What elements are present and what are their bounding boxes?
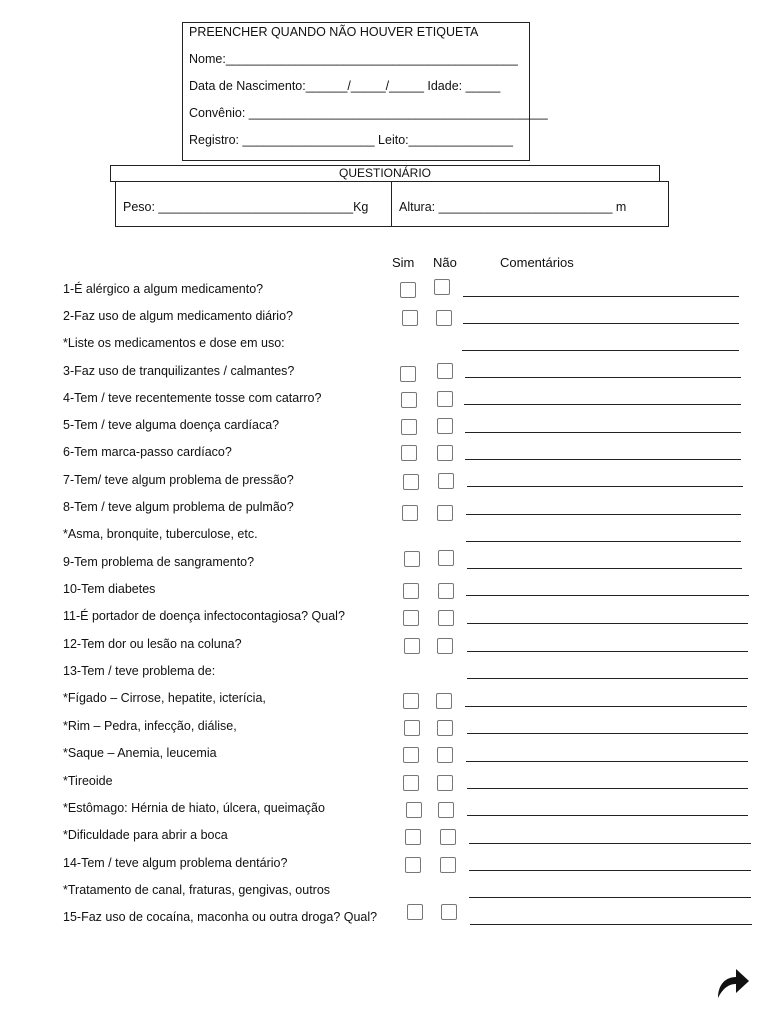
checkbox-sim[interactable] bbox=[403, 775, 419, 791]
checkbox-nao[interactable] bbox=[437, 720, 453, 736]
questionnaire-title: QUESTIONÁRIO bbox=[110, 165, 660, 182]
comment-line[interactable] bbox=[466, 761, 748, 762]
comment-line[interactable] bbox=[467, 788, 748, 789]
question-text: 6-Tem marca-passo cardíaco? bbox=[63, 445, 232, 459]
checkbox-sim[interactable] bbox=[402, 505, 418, 521]
question-text: 14-Tem / teve algum problema dentário? bbox=[63, 856, 288, 870]
comment-line[interactable] bbox=[467, 651, 748, 652]
column-header-nao: Não bbox=[433, 255, 457, 270]
checkbox-sim[interactable] bbox=[405, 857, 421, 873]
comment-line[interactable] bbox=[467, 678, 748, 679]
comment-line[interactable] bbox=[464, 404, 741, 405]
checkbox-nao[interactable] bbox=[437, 775, 453, 791]
checkbox-nao[interactable] bbox=[438, 473, 454, 489]
checkbox-sim[interactable] bbox=[400, 366, 416, 382]
checkbox-sim[interactable] bbox=[404, 720, 420, 736]
comment-line[interactable] bbox=[467, 623, 748, 624]
comment-line[interactable] bbox=[467, 815, 748, 816]
comment-line[interactable] bbox=[467, 733, 748, 734]
comment-line[interactable] bbox=[463, 296, 739, 297]
curved-arrow-right-icon[interactable] bbox=[712, 962, 752, 1002]
question-text: 7-Tem/ teve algum problema de pressão? bbox=[63, 473, 294, 487]
question-text: 3-Faz uso de tranquilizantes / calmantes? bbox=[63, 364, 295, 378]
weight-field[interactable]: Peso: ____________________________Kg bbox=[123, 200, 369, 214]
question-text: 10-Tem diabetes bbox=[63, 582, 156, 596]
checkbox-sim[interactable] bbox=[404, 551, 420, 567]
checkbox-nao[interactable] bbox=[437, 747, 453, 763]
weight-height-divider bbox=[391, 182, 392, 226]
question-text: 11-É portador de doença infectocontagiosa? Qual? bbox=[63, 609, 345, 623]
question-text: *Fígado – Cirrose, hepatite, icterícia, bbox=[63, 691, 266, 705]
comment-line[interactable] bbox=[466, 514, 741, 515]
column-header-sim: Sim bbox=[392, 255, 415, 270]
height-field[interactable]: Altura: _________________________ m bbox=[399, 200, 627, 214]
question-text: *Estômago: Hérnia de hiato, úlcera, queimação bbox=[63, 801, 325, 815]
question-text: 1-É alérgico a algum medicamento? bbox=[63, 282, 264, 296]
registration-bed-field[interactable]: Registro: ___________________ Leito:_______________ bbox=[189, 133, 513, 147]
question-text: *Liste os medicamentos e dose em uso: bbox=[63, 336, 285, 350]
checkbox-sim[interactable] bbox=[403, 747, 419, 763]
checkbox-nao[interactable] bbox=[437, 445, 453, 461]
comment-line[interactable] bbox=[465, 377, 741, 378]
checkbox-nao[interactable] bbox=[438, 550, 454, 566]
comment-line[interactable] bbox=[470, 924, 752, 925]
question-text: 12-Tem dor ou lesão na coluna? bbox=[63, 637, 242, 651]
comment-line[interactable] bbox=[466, 541, 741, 542]
comment-line[interactable] bbox=[465, 706, 747, 707]
question-text: *Saque – Anemia, leucemia bbox=[63, 746, 217, 760]
question-text: 15-Faz uso de cocaína, maconha ou outra droga? Qual? bbox=[63, 910, 378, 924]
checkbox-nao[interactable] bbox=[434, 279, 450, 295]
comment-line[interactable] bbox=[467, 568, 742, 569]
question-text: *Rim – Pedra, infecção, diálise, bbox=[63, 719, 237, 733]
checkbox-nao[interactable] bbox=[437, 505, 453, 521]
question-text: *Tireoide bbox=[63, 774, 113, 788]
comment-line[interactable] bbox=[469, 843, 751, 844]
checkbox-sim[interactable] bbox=[401, 445, 417, 461]
checkbox-nao[interactable] bbox=[440, 829, 456, 845]
checkbox-nao[interactable] bbox=[441, 904, 457, 920]
checkbox-sim[interactable] bbox=[407, 904, 423, 920]
insurance-field[interactable]: Convênio: ___________________________________________ bbox=[189, 106, 548, 120]
checkbox-nao[interactable] bbox=[438, 610, 454, 626]
comment-line[interactable] bbox=[466, 595, 749, 596]
checkbox-nao[interactable] bbox=[436, 693, 452, 709]
comment-line[interactable] bbox=[469, 870, 751, 871]
comment-line[interactable] bbox=[463, 323, 739, 324]
weight-height-box bbox=[115, 181, 669, 227]
checkbox-sim[interactable] bbox=[401, 419, 417, 435]
checkbox-nao[interactable] bbox=[438, 802, 454, 818]
question-text: 5-Tem / teve alguma doença cardíaca? bbox=[63, 418, 280, 432]
checkbox-nao[interactable] bbox=[437, 363, 453, 379]
checkbox-sim[interactable] bbox=[403, 610, 419, 626]
checkbox-nao[interactable] bbox=[437, 418, 453, 434]
checkbox-sim[interactable] bbox=[404, 638, 420, 654]
label-fallback-box bbox=[182, 22, 548, 161]
checkbox-sim[interactable] bbox=[403, 583, 419, 599]
checkbox-sim[interactable] bbox=[402, 310, 418, 326]
column-header-comentarios: Comentários bbox=[500, 255, 574, 270]
question-text: *Tratamento de canal, fraturas, gengivas, outros bbox=[63, 883, 331, 897]
comment-line[interactable] bbox=[462, 350, 739, 351]
comment-line[interactable] bbox=[467, 486, 743, 487]
checkbox-sim[interactable] bbox=[403, 474, 419, 490]
question-text: *Asma, bronquite, tuberculose, etc. bbox=[63, 527, 258, 541]
comment-line[interactable] bbox=[465, 459, 741, 460]
comment-line[interactable] bbox=[465, 432, 741, 433]
name-field[interactable]: Nome:__________________________________________ bbox=[189, 52, 518, 66]
checkbox-nao[interactable] bbox=[438, 583, 454, 599]
checkbox-nao[interactable] bbox=[436, 310, 452, 326]
checkbox-sim[interactable] bbox=[401, 392, 417, 408]
checkbox-nao[interactable] bbox=[437, 638, 453, 654]
birthdate-age-field[interactable]: Data de Nascimento:______/_____/_____ Idade: _____ bbox=[189, 79, 501, 93]
checkbox-nao[interactable] bbox=[440, 857, 456, 873]
comment-line[interactable] bbox=[469, 897, 751, 898]
checkbox-sim[interactable] bbox=[405, 829, 421, 845]
question-text: 9-Tem problema de sangramento? bbox=[63, 555, 255, 569]
question-text: 2-Faz uso de algum medicamento diário? bbox=[63, 309, 293, 323]
checkbox-sim[interactable] bbox=[403, 693, 419, 709]
checkbox-sim[interactable] bbox=[400, 282, 416, 298]
question-text: 4-Tem / teve recentemente tosse com catarro? bbox=[63, 391, 322, 405]
checkbox-sim[interactable] bbox=[406, 802, 422, 818]
question-text: *Dificuldade para abrir a boca bbox=[63, 828, 228, 842]
question-text: 8-Tem / teve algum problema de pulmão? bbox=[63, 500, 294, 514]
question-text: 13-Tem / teve problema de: bbox=[63, 664, 216, 678]
checkbox-nao[interactable] bbox=[437, 391, 453, 407]
label-fallback-title: PREENCHER QUANDO NÃO HOUVER ETIQUETA bbox=[189, 25, 479, 39]
